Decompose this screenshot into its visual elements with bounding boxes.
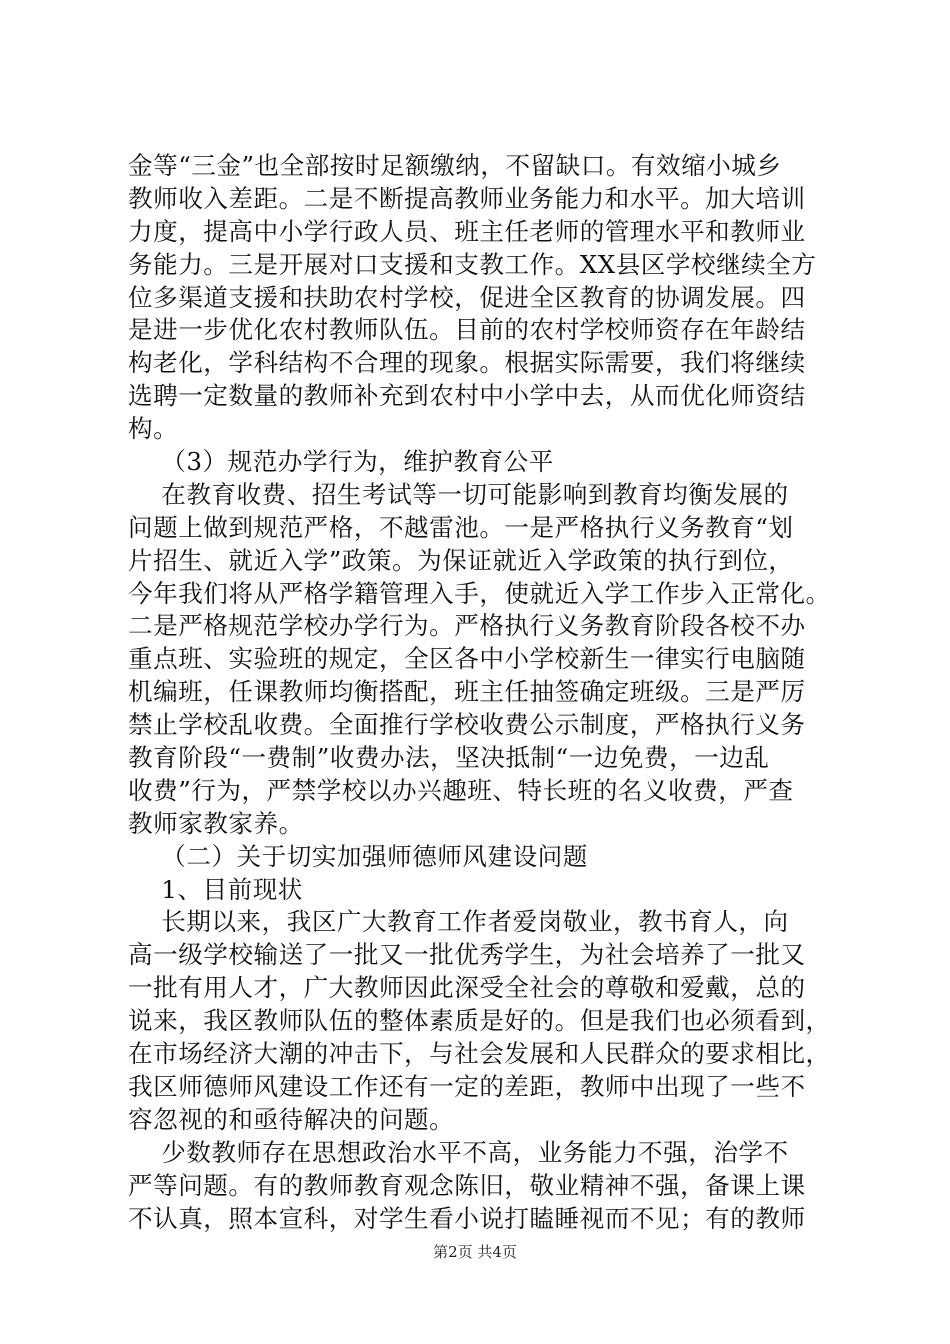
text-line: 务能力。三是开展对口支援和支教工作。XX县区学校继续全方 xyxy=(128,249,817,279)
text-line: 是进一步优化农村教师队伍。目前的农村学校师资存在年龄结 xyxy=(128,315,806,345)
text-line: 位多渠道支援和扶助农村学校，促进全区教育的协调发展。四 xyxy=(128,282,806,312)
text-line: 选聘一定数量的教师补充到农村中小学中去，从而优化师资结 xyxy=(128,381,806,411)
document-body xyxy=(128,150,834,1235)
text-line: 力度，提高中小学行政人员、班主任老师的管理水平和教师业 xyxy=(128,216,806,246)
text-line: 问题上做到规范严格，不越雷池。一是严格执行义务教育“划 xyxy=(128,512,794,542)
text-line: 片招生、就近入学”政策。为保证就近入学政策的执行到位， xyxy=(128,545,794,575)
text-line: 金等“三金”也全部按时足额缴纳，不留缺口。有效缩小城乡 xyxy=(128,151,782,180)
section-heading: （3）规范办学行为，维护教育公平 xyxy=(128,447,554,477)
text-line: 机编班，任课教师均衡搭配，班主任抽签确定班级。三是严厉 xyxy=(128,677,806,707)
text-line: 重点班、实验班的规定，全区各中小学校新生一律实行电脑随 xyxy=(128,644,806,674)
text-line: 教师收入差距。二是不断提高教师业务能力和水平。加大培训 xyxy=(128,183,806,213)
page-number-footer: 第2页 共4页 xyxy=(433,1243,517,1261)
text-line: 教师家教家养。 xyxy=(128,808,304,838)
text-line: 教育阶段“一费制”收费办法，坚决抵制“一边免费，一边乱 xyxy=(128,743,770,773)
subsection-heading: 1、目前现状 xyxy=(128,874,303,904)
text-line: 构。 xyxy=(128,414,179,444)
text-line: 在教育收费、招生考试等一切可能影响到教育均衡发展的 xyxy=(128,479,789,509)
text-line: 长期以来，我区广大教育工作者爱岗敬业，教书育人，向 xyxy=(128,907,789,937)
text-line: 在市场经济大潮的冲击下，与社会发展和人民群众的要求相比， xyxy=(128,1039,831,1069)
text-line: 不认真，照本宣科，对学生看小说打瞌睡视而不见；有的教师 xyxy=(128,1203,806,1233)
text-line: 高一级学校输送了一批又一批优秀学生，为社会培养了一批又 xyxy=(128,940,806,970)
text-line: 构老化，学科结构不合理的现象。根据实际需要，我们将继续 xyxy=(128,348,806,378)
text-line: 今年我们将从严格学籍管理入手，使就近入学工作步入正常化。 xyxy=(128,578,831,608)
text-line: 严等问题。有的教师教育观念陈旧，敬业精神不强，备课上课 xyxy=(128,1170,806,1200)
text-line: 收费”行为，严禁学校以办兴趣班、特长班的名义收费，严查 xyxy=(128,775,794,805)
text-line: 二是严格规范学校办学行为。严格执行义务教育阶段各校不办 xyxy=(128,611,806,641)
text-line: 禁止学校乱收费。全面推行学校收费公示制度，严格执行义务 xyxy=(128,710,806,740)
text-line: 一批有用人才，广大教师因此深受全社会的尊敬和爱戴，总的 xyxy=(128,973,806,1003)
text-line: 少数教师存在思想政治水平不高，业务能力不强，治学不 xyxy=(128,1137,789,1167)
text-line: 说来，我区教师队伍的整体素质是好的。但是我们也必须看到， xyxy=(128,1006,831,1036)
text-line: 我区师德师风建设工作还有一定的差距，教师中出现了一些不 xyxy=(128,1071,806,1101)
text-line: 容忽视的和亟待解决的问题。 xyxy=(128,1104,455,1134)
section-heading: （二）关于切实加强师德师风建设问题 xyxy=(128,841,588,871)
